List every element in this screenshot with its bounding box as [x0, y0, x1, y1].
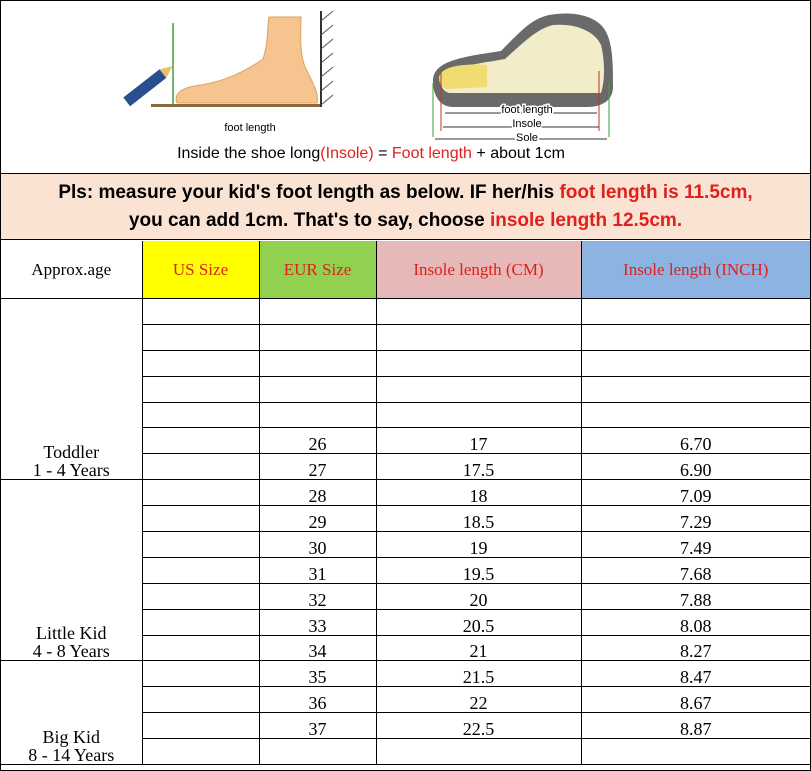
eur-cell — [259, 376, 376, 402]
header-us-size: US Size — [142, 241, 259, 299]
cm-cell: 17.5 — [376, 454, 581, 480]
cm-cell: 21.5 — [376, 661, 581, 687]
inch-cell — [581, 350, 810, 376]
cm-cell: 18.5 — [376, 506, 581, 532]
us-cell — [142, 454, 259, 480]
cm-cell: 17 — [376, 428, 581, 454]
eur-cell: 37 — [259, 713, 376, 739]
table-row — [1, 299, 810, 325]
eur-cell: 35 — [259, 661, 376, 687]
left-foot-length-label: foot length — [224, 122, 276, 134]
us-cell — [142, 428, 259, 454]
eur-cell: 31 — [259, 557, 376, 583]
group-little-kid: Little Kid 4 - 8 Years — [1, 480, 142, 661]
eur-cell: 34 — [259, 635, 376, 661]
table-row — [1, 661, 810, 687]
us-cell — [142, 376, 259, 402]
eur-cell: 30 — [259, 532, 376, 558]
cm-cell — [376, 739, 581, 765]
inch-cell: 8.47 — [581, 661, 810, 687]
eur-cell — [259, 299, 376, 325]
cm-cell — [376, 402, 581, 428]
us-cell — [142, 661, 259, 687]
cm-cell: 21 — [376, 635, 581, 661]
eur-cell — [259, 350, 376, 376]
us-cell — [142, 739, 259, 765]
cm-cell: 20.5 — [376, 609, 581, 635]
us-cell — [142, 687, 259, 713]
header-eur-size: EUR Size — [259, 241, 376, 299]
inch-cell — [581, 739, 810, 765]
inch-cell — [581, 324, 810, 350]
cm-cell — [376, 350, 581, 376]
header-insole-cm: Insole length (CM) — [376, 241, 581, 299]
inch-cell: 8.87 — [581, 713, 810, 739]
insole-caption: Inside the shoe long(Insole) = Foot length + about 1cm — [177, 145, 565, 162]
us-cell — [142, 350, 259, 376]
us-cell — [142, 583, 259, 609]
right-foot-length-label: foot length — [501, 104, 553, 116]
us-cell — [142, 324, 259, 350]
cm-cell: 20 — [376, 583, 581, 609]
eur-cell: 29 — [259, 506, 376, 532]
group-toddler: Toddler 1 - 4 Years — [1, 299, 142, 480]
cm-cell — [376, 376, 581, 402]
inch-cell: 6.70 — [581, 428, 810, 454]
cm-cell: 19 — [376, 532, 581, 558]
inch-cell: 7.29 — [581, 506, 810, 532]
us-cell — [142, 713, 259, 739]
inch-cell — [581, 402, 810, 428]
foot-illustration — [123, 11, 333, 107]
table-row — [1, 480, 810, 506]
us-cell — [142, 299, 259, 325]
us-cell — [142, 609, 259, 635]
cm-cell — [376, 299, 581, 325]
header-approx-age: Approx.age — [1, 241, 142, 299]
eur-cell: 36 — [259, 687, 376, 713]
inch-cell: 8.08 — [581, 609, 810, 635]
inch-cell — [581, 299, 810, 325]
eur-cell — [259, 739, 376, 765]
eur-cell — [259, 402, 376, 428]
us-cell — [142, 480, 259, 506]
eur-cell: 26 — [259, 428, 376, 454]
inch-cell: 7.49 — [581, 532, 810, 558]
eur-cell — [259, 324, 376, 350]
eur-cell: 32 — [259, 583, 376, 609]
inch-cell: 7.09 — [581, 480, 810, 506]
inch-cell: 6.90 — [581, 454, 810, 480]
size-table — [1, 241, 810, 765]
inch-cell: 7.68 — [581, 557, 810, 583]
inch-cell: 8.27 — [581, 635, 810, 661]
cm-cell — [376, 324, 581, 350]
cm-cell: 18 — [376, 480, 581, 506]
sole-label: Sole — [515, 132, 539, 144]
eur-cell: 27 — [259, 454, 376, 480]
insole-label: Insole — [512, 118, 542, 130]
inch-cell — [581, 376, 810, 402]
us-cell — [142, 635, 259, 661]
us-cell — [142, 506, 259, 532]
eur-cell: 28 — [259, 480, 376, 506]
measurement-illustration — [1, 1, 810, 174]
cm-cell: 22.5 — [376, 713, 581, 739]
us-cell — [142, 557, 259, 583]
measurement-notice: Pls: measure your kid's foot length as below. IF her/his foot length is 11.5cm, you can add 1cm. That's to say, choose insole length 12.5cm. — [1, 174, 810, 240]
us-cell — [142, 532, 259, 558]
eur-cell: 33 — [259, 609, 376, 635]
inch-cell: 7.88 — [581, 583, 810, 609]
cm-cell: 22 — [376, 687, 581, 713]
header-insole-inch: Insole length (INCH) — [581, 241, 810, 299]
group-big-kid: Big Kid 8 - 14 Years — [1, 661, 142, 765]
cm-cell: 19.5 — [376, 557, 581, 583]
table-header-row — [1, 241, 810, 299]
us-cell — [142, 402, 259, 428]
inch-cell: 8.67 — [581, 687, 810, 713]
